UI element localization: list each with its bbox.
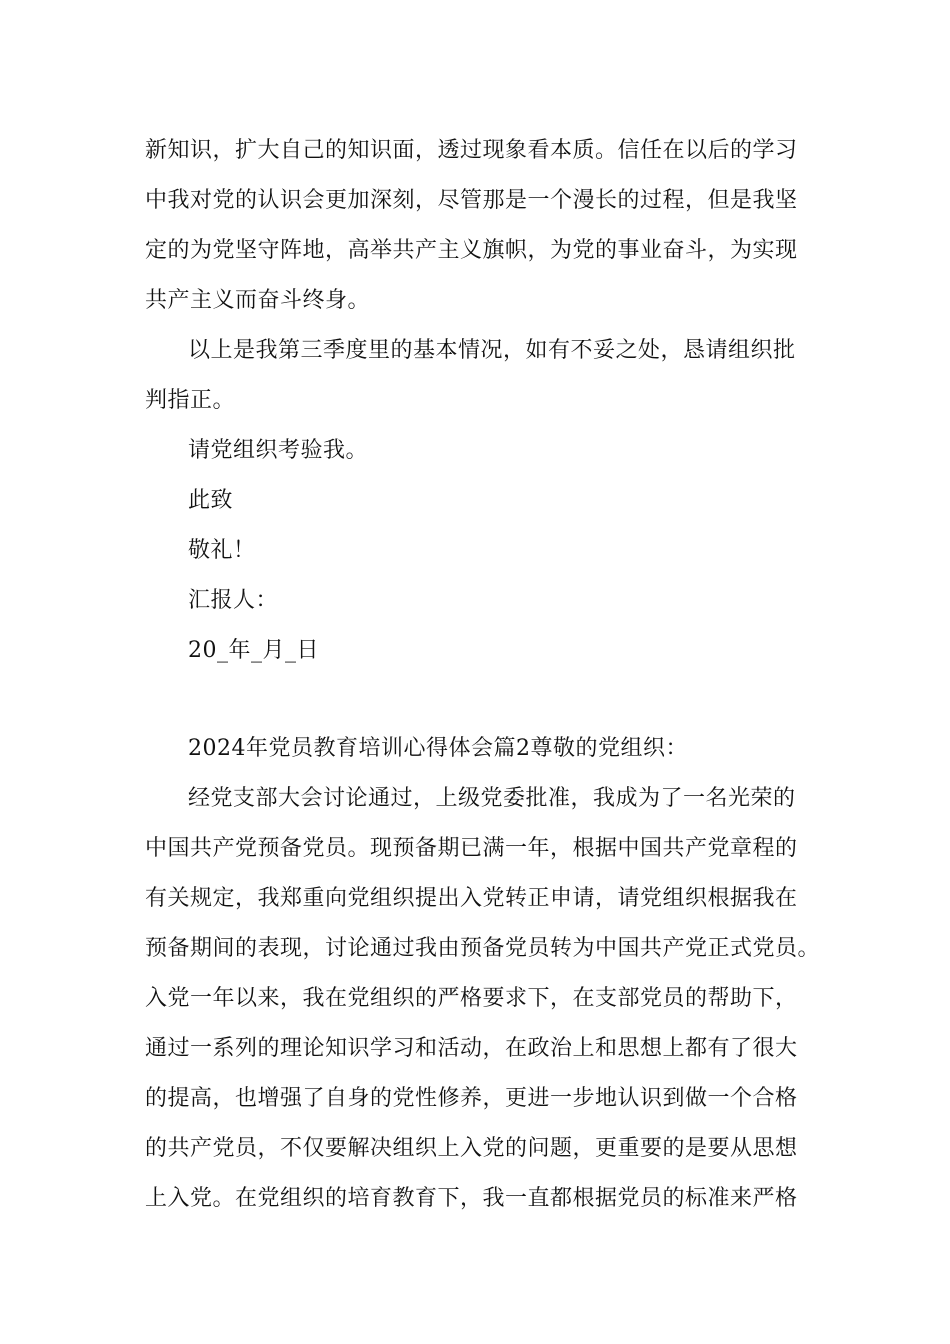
paragraph-line: 上入党。在党组织的培育教育下，我一直都根据党员的标准来严格 — [145, 1186, 798, 1211]
paragraph-line: 新知识，扩大自己的知识面，透过现象看本质。信任在以后的学习 — [145, 138, 798, 163]
date-line: 20_年_月_日 — [188, 638, 319, 663]
paragraph-line: 经党支部大会讨论通过，上级党委批准，我成为了一名光荣的 — [188, 786, 796, 811]
closing-line: 请党组织考验我。 — [188, 438, 369, 463]
closing-line: 此致 — [188, 488, 234, 513]
closing-line: 敬礼！ — [188, 538, 256, 563]
paragraph-line: 的提高，也增强了自身的党性修养，更进一步地认识到做一个合格 — [145, 1086, 798, 1111]
paragraph-line: 中国共产党预备党员。现预备期已满一年，根据中国共产党章程的 — [145, 836, 798, 861]
signature-line: 汇报人： — [188, 588, 279, 613]
paragraph-line: 共产主义而奋斗终身。 — [145, 288, 371, 313]
paragraph-line: 有关规定，我郑重向党组织提出入党转正申请，请党组织根据我在 — [145, 886, 798, 911]
paragraph-line: 入党一年以来，我在党组织的严格要求下，在支部党员的帮助下， — [145, 986, 798, 1011]
paragraph-line: 以上是我第三季度里的基本情况，如有不妥之处，恳请组织批 — [188, 338, 796, 363]
paragraph-line: 中我对党的认识会更加深刻，尽管那是一个漫长的过程，但是我坚 — [145, 188, 798, 213]
paragraph-line: 判指正。 — [145, 388, 236, 413]
paragraph-line: 定的为党坚守阵地，高举共产主义旗帜，为党的事业奋斗，为实现 — [145, 238, 798, 263]
section-heading: 2024年党员教育培训心得体会篇2尊敬的党组织： — [188, 736, 688, 761]
paragraph-line: 通过一系列的理论知识学习和活动，在政治上和思想上都有了很大 — [145, 1036, 798, 1061]
paragraph-line: 的共产党员，不仅要解决组织上入党的问题，更重要的是要从思想 — [145, 1136, 798, 1161]
paragraph-line: 预备期间的表现，讨论通过我由预备党员转为中国共产党正式党员。 — [145, 936, 821, 961]
